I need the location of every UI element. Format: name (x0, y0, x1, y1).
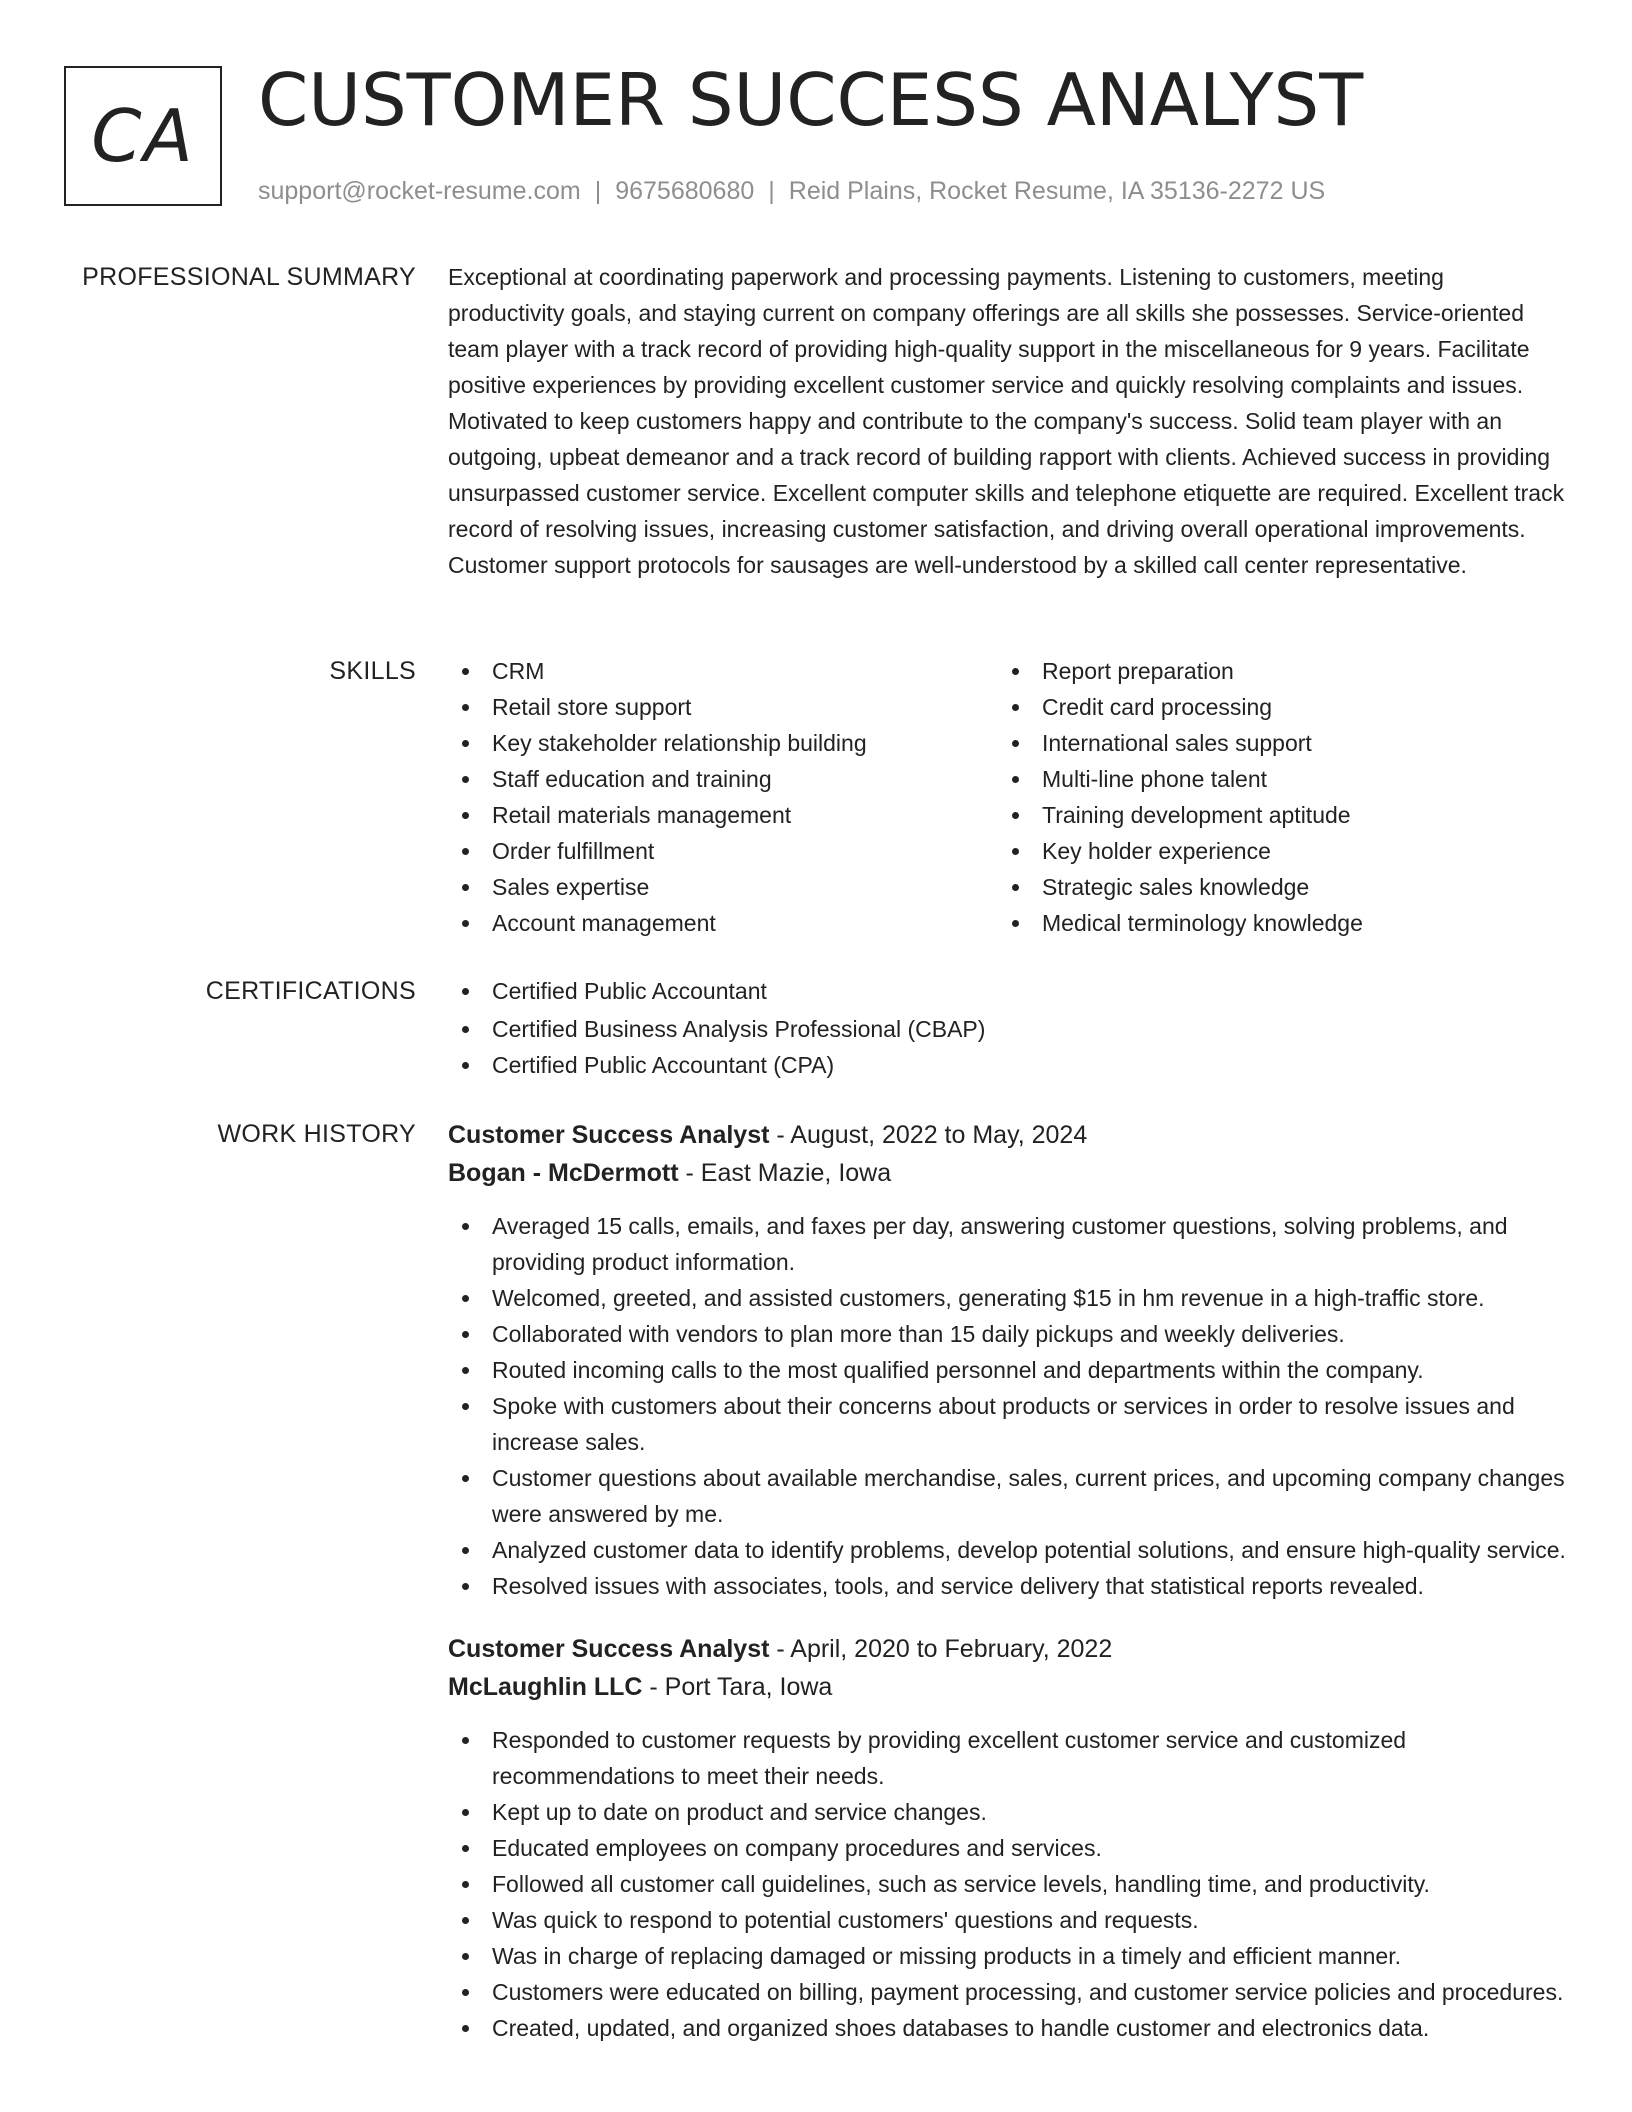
contact-separator: | (594, 177, 602, 205)
skills-body (448, 653, 1566, 941)
job-title-line (448, 1630, 1566, 1668)
job-title-line (448, 1116, 1566, 1154)
job-bullet: Was in charge of replacing damaged or missing products in a timely and efficient manner. (448, 1938, 1566, 1974)
job-entry (448, 1116, 1566, 1604)
section-label-summary: PROFESSIONAL SUMMARY (82, 263, 416, 291)
summary-body (448, 259, 1566, 583)
job-company-line (448, 1154, 1566, 1192)
skill-item: Retail store support (448, 689, 998, 725)
skill-item: Training development aptitude (998, 797, 1548, 833)
monogram-box (64, 66, 222, 206)
job-location: - East Mazie, Iowa (678, 1159, 892, 1187)
job-bullet: Collaborated with vendors to plan more than 15 daily pickups and weekly deliveries. (448, 1316, 1566, 1352)
job-dates: - August, 2022 to May, 2024 (769, 1121, 1088, 1149)
job-bullet: Followed all customer call guidelines, such as service levels, handling time, and productivity. (448, 1866, 1566, 1902)
job-bullet: Customers were educated on billing, payment processing, and customer service policies and procedures. (448, 1974, 1566, 2010)
skill-item: Account management (448, 905, 998, 941)
contact-phone: 9675680680 (615, 177, 755, 205)
summary-text: Exceptional at coordinating paperwork and processing payments. Listening to customers, meeting productivity goals, and staying current on company offerings are all skills she possesses. Service-oriented team player with a track record of providing high-quality support in the miscellaneous for 9 years. Facilitate positive experiences by providing excellent customer service and quickly resolving complaints and issues. Motivated to keep customers happy and contribute to the company's success. Solid team player with an outgoing, upbeat demeanor and a track record of building rapport with clients. Achieved success in providing unsurpassed customer service. Excellent computer skills and telephone etiquette are required. Excellent track record of resolving issues, increasing customer satisfaction, and driving overall operational improvements. Customer support protocols for sausages are well-understood by a skilled call center representative. (448, 264, 1565, 578)
job-company: McLaughlin LLC (448, 1673, 643, 1701)
skill-item: Retail materials management (448, 797, 998, 833)
job-bullet: Spoke with customers about their concerns about products or services in order to resolve issues and increase sales. (448, 1388, 1566, 1460)
job-dates: - April, 2020 to February, 2022 (769, 1635, 1113, 1663)
certification-item: Certified Business Analysis Professional (CBAP) (448, 1011, 1566, 1047)
monogram-initials: CA (91, 94, 195, 178)
job-company-line (448, 1668, 1566, 1706)
skill-item: Staff education and training (448, 761, 998, 797)
skill-item: Key stakeholder relationship building (448, 725, 998, 761)
job-title: Customer Success Analyst (448, 1635, 770, 1663)
skill-item: Multi-line phone talent (998, 761, 1548, 797)
section-label-certifications: CERTIFICATIONS (205, 977, 416, 1005)
job-bullet: Welcomed, greeted, and assisted customers, generating $15 in hm revenue in a high-traffic store. (448, 1280, 1566, 1316)
job-bullet: Was quick to respond to potential customers' questions and requests. (448, 1902, 1566, 1938)
skill-item: Order fulfillment (448, 833, 998, 869)
job-bullets (448, 1208, 1566, 1604)
section-label-work-history: WORK HISTORY (217, 1120, 416, 1148)
certification-item: Certified Public Accountant (448, 973, 1566, 1009)
skill-item: Report preparation (998, 653, 1548, 689)
resume-title: CUSTOMER SUCCESS ANALYST (258, 58, 1364, 142)
skills-list-right (998, 653, 1548, 941)
work-history-body (448, 1116, 1566, 2046)
certifications-list (448, 973, 1566, 1083)
job-bullet: Customer questions about available merchandise, sales, current prices, and upcoming company changes were answered by me. (448, 1460, 1566, 1532)
job-bullet: Responded to customer requests by providing excellent customer service and customized recommendations to meet their needs. (448, 1722, 1566, 1794)
job-bullets (448, 1722, 1566, 2046)
job-bullet: Resolved issues with associates, tools, and service delivery that statistical reports revealed. (448, 1568, 1566, 1604)
skills-grid (448, 653, 1566, 941)
section-label-skills: SKILLS (329, 657, 416, 685)
skill-item: Key holder experience (998, 833, 1548, 869)
job-bullet: Routed incoming calls to the most qualified personnel and departments within the company. (448, 1352, 1566, 1388)
job-bullet: Educated employees on company procedures and services. (448, 1830, 1566, 1866)
contact-line (258, 174, 1325, 208)
job-bullet: Analyzed customer data to identify problems, develop potential solutions, and ensure high-quality service. (448, 1532, 1566, 1568)
job-bullet: Averaged 15 calls, emails, and faxes per day, answering customer questions, solving problems, and providing product information. (448, 1208, 1566, 1280)
skill-item: Sales expertise (448, 869, 998, 905)
job-location: - Port Tara, Iowa (642, 1673, 833, 1701)
job-company: Bogan - McDermott (448, 1159, 679, 1187)
job-title: Customer Success Analyst (448, 1121, 770, 1149)
skill-item: Strategic sales knowledge (998, 869, 1548, 905)
job-bullet: Created, updated, and organized shoes databases to handle customer and electronics data. (448, 2010, 1566, 2046)
skill-item: International sales support (998, 725, 1548, 761)
skills-list-left (448, 653, 998, 941)
skill-item: Medical terminology knowledge (998, 905, 1548, 941)
contact-address: Reid Plains, Rocket Resume, IA 35136-2272 US (788, 177, 1326, 205)
skill-item: CRM (448, 653, 998, 689)
contact-separator: | (768, 177, 775, 205)
skill-item: Credit card processing (998, 689, 1548, 725)
job-entry (448, 1630, 1566, 2046)
certifications-body (448, 973, 1566, 1083)
job-bullet: Kept up to date on product and service changes. (448, 1794, 1566, 1830)
certification-item: Certified Public Accountant (CPA) (448, 1047, 1566, 1083)
contact-email: support@rocket-resume.com (258, 177, 581, 205)
